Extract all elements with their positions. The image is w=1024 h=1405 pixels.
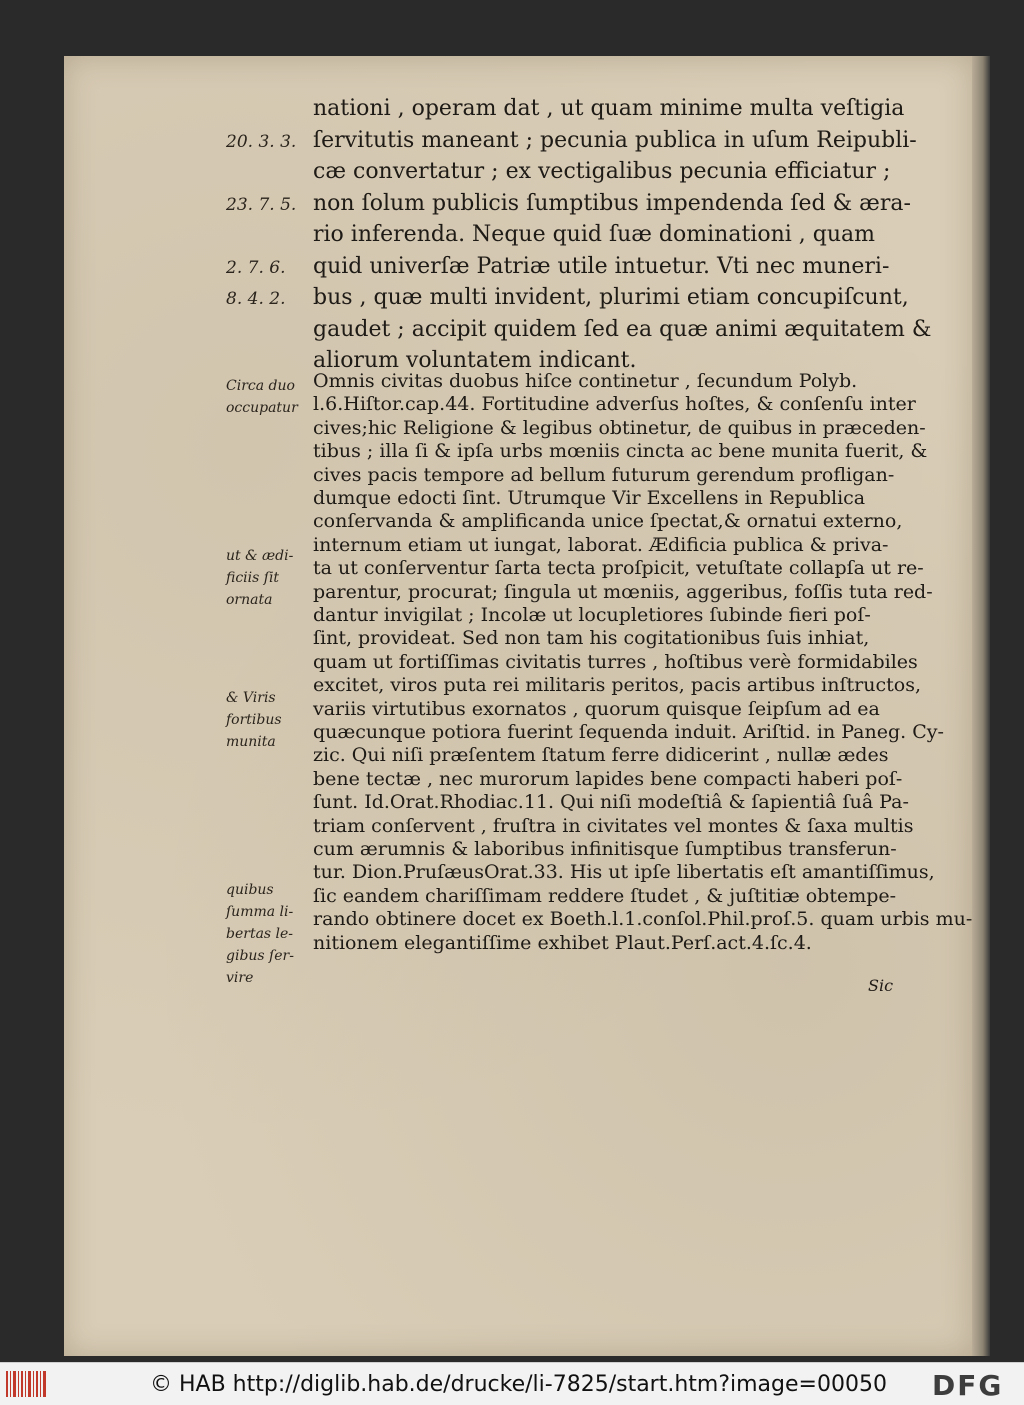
text-line: excitet, viros puta rei militaris peritos, pacis artibus inſtructos, <box>313 674 921 697</box>
reference-number: 23. 7. 5. <box>226 194 297 215</box>
text-line: zic. Qui niſi præſentem ſtatum ferre didicerint , nullæ ædes <box>313 744 889 767</box>
text-line: Omnis civitas duobus hiſce continetur , ſecundum Polyb. <box>313 370 858 392</box>
text-line: tibus ; illa ſi & ipſa urbs mœniis cincta ac bene munita fuerit, & <box>313 440 928 463</box>
text-line: triam conſervent , fruſtra in civitates vel montes & ſaxa multis <box>313 814 914 837</box>
margin-note-line: gibus ſer- <box>226 948 294 964</box>
margin-note-line: bertas le- <box>226 926 294 942</box>
text-line: nitionem elegantiſſime exhibet Plaut.Perſ.act.4.ſc.4. <box>313 931 812 954</box>
text-line: gaudet ; accipit quidem ſed ea quæ animi æquitatem & <box>313 316 932 342</box>
text-line: cives;hic Religione & legibus obtinetur, de quibus in præceden- <box>313 416 926 439</box>
text-line: parentur, procurat; ſingula ut mœniis, aggeribus, foſſis tuta red- <box>313 580 933 603</box>
margin-note-line: ut & ædi- <box>226 548 294 564</box>
reference-number: 20. 3. 3. <box>226 131 297 152</box>
text-line: dantur invigilat ; Incolæ ut locupletiores ſubinde fieri poſ- <box>313 604 871 626</box>
margin-note-line: fortibus <box>226 712 282 728</box>
footer-bar <box>0 1362 1024 1405</box>
text-line: variis virtutibus exornatos , quorum quisque ſeipſum ad ea <box>313 697 880 720</box>
page-edge <box>972 56 990 1356</box>
margin-note-line: munita <box>226 734 276 750</box>
margin-note-line: occupatur <box>226 400 298 416</box>
catchword: Sic <box>868 976 894 995</box>
dfg-logo: DFG <box>932 1369 1004 1402</box>
margin-note-circa-duo <box>226 375 312 419</box>
margin-note-viris <box>226 687 312 753</box>
text-line: cæ convertatur ; ex vectigalibus pecunia efficiatur ; <box>313 159 891 184</box>
reference-number: 2. 7. 6. <box>226 257 286 278</box>
margin-note-line: quibus <box>226 882 274 898</box>
margin-note-libertas <box>226 879 312 989</box>
text-line: ta ut conſerventur ſarta tecta proſpicit, vetuſtate collapſa ut re- <box>313 557 924 580</box>
reference-number: 8. 4. 2. <box>226 289 286 309</box>
text-line: aliorum voluntatem indicant. <box>313 348 637 373</box>
text-line: ſic eandem chariſſimam reddere ſtudet , & juſtitiæ obtempe- <box>313 884 897 907</box>
barcode-icon <box>6 1371 48 1397</box>
text-line: rio inferenda. Neque quid ſuæ dominationi , quam <box>313 222 875 247</box>
text-line: cives pacis tempore ad bellum futurum gerendum profligan- <box>313 463 895 486</box>
text-line: cum ærumnis & laboribus infinitisque ſumptibus transferun- <box>313 838 897 860</box>
text-line: quid univerſæ Patriæ utile intuetur. Vti nec muneri- <box>313 253 890 279</box>
margin-note-line: Circa duo <box>226 378 295 394</box>
margin-note-line: vire <box>226 970 254 986</box>
text-line: ſunt. Id.Orat.Rhodiac.11. Qui niſi modeſtiâ & ſapientiâ ſuâ Pa- <box>313 791 909 814</box>
text-line: l.6.Hiſtor.cap.44. Fortitudine adverſus hoſtes, & conſenſu inter <box>313 393 916 416</box>
text-line: internum etiam ut iungat, laborat. Ædificia publica & priva- <box>313 533 889 556</box>
margin-note-line: ſumma li- <box>226 904 294 920</box>
text-line: bus , quæ multi invident, plurimi etiam concupiſcunt, <box>313 285 909 310</box>
text-line: ſervitutis maneant ; pecunia publica in uſum Reipubli- <box>313 127 917 153</box>
text-line: tur. Dion.PruſæusOrat.33. His ut ipſe libertatis eſt amantiſſimus, <box>313 861 935 884</box>
copyright-link[interactable]: © HAB http://diglib.hab.de/drucke/li-7825/start.htm?image=00050 <box>150 1372 887 1397</box>
text-line: dumque edocti ſint. Utrumque Vir Excellens in Republica <box>313 487 866 509</box>
text-line: quam ut fortiſſimas civitatis turres , hoſtibus verè formidabiles <box>313 650 918 673</box>
text-line: nationi , operam dat , ut quam minime multa veſtigia <box>313 96 905 121</box>
margin-note-line: ornata <box>226 592 273 608</box>
text-line: non ſolum publicis ſumptibus impendenda ſed & æra- <box>313 190 911 216</box>
text-line: quæcunque potiora fuerint ſequenda induit. Ariſtid. in Paneg. Cy- <box>313 721 944 743</box>
margin-note-line: ficiis ſit <box>226 570 280 586</box>
text-line: conſervanda & amplificanda unice ſpectat,& ornatui externo, <box>313 510 903 533</box>
margin-note-line: & Viris <box>226 690 276 706</box>
text-line: bene tectæ , nec murorum lapides bene compacti haberi poſ- <box>313 767 903 790</box>
margin-note-aedificiis <box>226 545 312 611</box>
text-line: rando obtinere docet ex Boeth.l.1.conſol.Phil.proſ.5. quam urbis mu- <box>313 908 973 931</box>
text-line: ſint, provideat. Sed non tam his cogitationibus ſuis inhiat, <box>313 627 870 650</box>
